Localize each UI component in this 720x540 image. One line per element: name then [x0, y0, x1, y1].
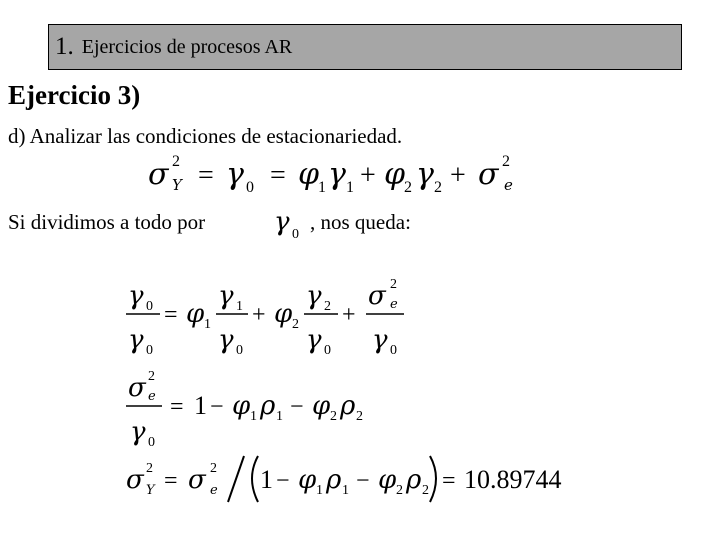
instruction-text: d) Analizar las condiciones de estacionariedad. — [8, 124, 403, 148]
svg-text:γ: γ — [328, 157, 346, 192]
svg-text:1: 1 — [260, 465, 273, 494]
svg-text:φ: φ — [378, 465, 397, 495]
svg-text:2: 2 — [148, 369, 155, 384]
svg-text:2: 2 — [324, 299, 331, 314]
svg-text:1: 1 — [194, 391, 207, 420]
svg-text:2: 2 — [502, 153, 510, 170]
svg-text:γ: γ — [306, 325, 322, 355]
svg-text:=: = — [198, 160, 214, 191]
svg-text:σ: σ — [148, 157, 169, 192]
svg-text:φ: φ — [298, 157, 320, 192]
svg-text:0: 0 — [390, 343, 397, 358]
svg-text:0: 0 — [246, 179, 254, 196]
svg-text:γ: γ — [130, 417, 146, 447]
svg-text:1: 1 — [276, 409, 283, 424]
variance-equation — [140, 148, 540, 196]
svg-text:−: − — [210, 394, 224, 420]
svg-text:γ: γ — [218, 281, 234, 311]
svg-text:1: 1 — [346, 179, 354, 196]
svg-text:Y: Y — [146, 483, 155, 498]
svg-text:γ: γ — [218, 325, 234, 355]
svg-text:γ: γ — [306, 281, 322, 311]
slide-title-number: 1. — [55, 33, 74, 60]
svg-text:1: 1 — [236, 299, 243, 314]
svg-text:e: e — [390, 297, 398, 312]
svg-text:−: − — [356, 468, 370, 494]
svg-text:e: e — [210, 483, 218, 498]
svg-text:1: 1 — [250, 409, 257, 424]
svg-text:Y: Y — [172, 176, 182, 194]
exercise-heading: Ejercicio 3) — [8, 80, 141, 110]
svg-text:1: 1 — [316, 483, 323, 498]
svg-text:+: + — [342, 302, 356, 328]
svg-text:2: 2 — [356, 409, 363, 424]
svg-text:0: 0 — [146, 299, 153, 314]
ratio-equation — [120, 364, 380, 450]
result-equation — [120, 450, 600, 510]
svg-text:=: = — [164, 302, 178, 328]
svg-text:2: 2 — [210, 461, 217, 476]
svg-text:2: 2 — [434, 179, 442, 196]
svg-text:2: 2 — [330, 409, 337, 424]
svg-text:γ: γ — [128, 281, 144, 311]
svg-text:2: 2 — [172, 153, 180, 170]
svg-text:γ: γ — [274, 207, 290, 237]
svg-text:0: 0 — [292, 227, 299, 242]
svg-text:e: e — [148, 389, 156, 404]
svg-text:2: 2 — [422, 483, 429, 498]
svg-text:=: = — [164, 468, 178, 494]
svg-text:2: 2 — [396, 483, 403, 498]
svg-text:ρ: ρ — [260, 391, 276, 421]
svg-text:=: = — [442, 468, 456, 494]
svg-text:φ: φ — [298, 465, 317, 495]
gamma0-symbol — [268, 204, 312, 244]
svg-text:1: 1 — [342, 483, 349, 498]
svg-text:0: 0 — [236, 343, 243, 358]
svg-text:ρ: ρ — [406, 465, 422, 495]
svg-text:ρ: ρ — [326, 465, 342, 495]
svg-text:2: 2 — [390, 277, 397, 292]
svg-text:φ: φ — [312, 391, 331, 421]
svg-text:0: 0 — [324, 343, 331, 358]
svg-text:σ: σ — [126, 465, 144, 495]
svg-text:0: 0 — [146, 343, 153, 358]
svg-text:γ: γ — [372, 325, 388, 355]
divide-text-suffix: , nos queda: — [310, 210, 411, 234]
svg-text:1: 1 — [318, 179, 326, 196]
svg-text:+: + — [252, 302, 266, 328]
svg-text:σ: σ — [368, 281, 386, 311]
svg-text:2: 2 — [404, 179, 412, 196]
svg-text:−: − — [276, 468, 290, 494]
svg-text:φ: φ — [232, 391, 251, 421]
svg-text:+: + — [450, 160, 466, 191]
svg-text:2: 2 — [146, 461, 153, 476]
svg-text:σ: σ — [478, 157, 499, 192]
svg-text:γ: γ — [226, 157, 244, 192]
svg-text:1: 1 — [204, 317, 211, 332]
divide-text-prefix: Si dividimos a todo por — [8, 210, 206, 234]
slide-title-text: Ejercicios de procesos AR — [81, 35, 293, 58]
result-value: 10.89744 — [464, 465, 562, 494]
svg-text:σ: σ — [128, 373, 146, 403]
svg-text:γ: γ — [128, 325, 144, 355]
slide-title-bar — [48, 24, 682, 70]
svg-text:φ: φ — [274, 299, 293, 329]
svg-text:=: = — [170, 394, 184, 420]
svg-text:=: = — [270, 160, 286, 191]
svg-text:φ: φ — [186, 299, 205, 329]
svg-text:0: 0 — [148, 435, 155, 450]
svg-text:e: e — [504, 176, 513, 194]
svg-text:−: − — [290, 394, 304, 420]
svg-text:+: + — [360, 160, 376, 191]
svg-text:φ: φ — [384, 157, 406, 192]
svg-text:γ: γ — [416, 157, 434, 192]
svg-text:σ: σ — [188, 465, 206, 495]
fraction-equation — [120, 272, 420, 358]
svg-text:ρ: ρ — [340, 391, 356, 421]
svg-text:2: 2 — [292, 317, 299, 332]
